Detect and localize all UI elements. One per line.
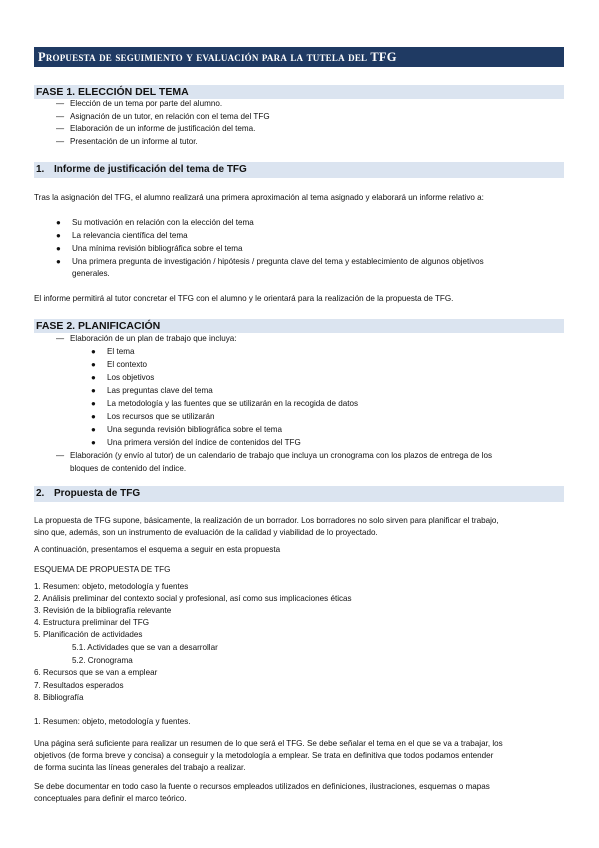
dash-icon: — [56,112,65,121]
scheme-subitem: 5.2. Cronograma [72,656,133,665]
section-2-heading: 2. Propuesta de TFG [34,486,564,502]
scheme-item: 5. Planificación de actividades [34,630,143,639]
dash-icon: — [56,137,65,146]
paragraph: La propuesta de TFG supone, básicamente, la realización de un borrador. Los borradores no solo sirven para planificar el trabajo, [34,516,499,525]
section-1-closing: El informe permitirá al tutor concretar el TFG con el alumno y le orientará para la realización de la propuesta de TFG. [34,294,454,303]
scheme-item: 1. Resumen: objeto, metodología y fuentes [34,582,189,591]
document-title: Propuesta de seguimiento y evaluación para la tutela del TFG [34,47,564,67]
fase2-heading: FASE 2. PLANIFICACIÓN [34,319,564,333]
bullet-icon: ● [56,244,61,253]
dash-icon: — [56,124,65,133]
paragraph: Una página será suficiente para realizar un resumen de lo que será el TFG. Se debe señalar el tema en el que se va a trabajar, los [34,739,503,748]
paragraph: objetivos (de forma breve y concisa) a conseguir y la metodología a emplear. Se trata en definitiva que todos podamos entender [34,751,494,760]
paragraph: A continuación, presentamos el esquema a seguir en esta propuesta [34,545,281,554]
scheme-item: 6. Recursos que se van a emplear [34,668,158,677]
bullet-icon: ● [91,347,96,356]
bullet-icon: ● [91,386,96,395]
scheme-item: 7. Resultados esperados [34,681,124,690]
subsection-heading: 1. Resumen: objeto, metodología y fuentes. [34,717,191,726]
scheme-item: 4. Estructura preliminar del TFG [34,618,149,627]
list-item-continuation: bloques de contenido del índice. [70,464,187,473]
bullet-icon: ● [56,218,61,227]
scheme-item: 3. Revisión de la bibliografía relevante [34,606,172,615]
bullet-icon: ● [56,257,61,266]
bullet-icon: ● [91,438,96,447]
scheme-item: 8. Bibliografía [34,693,84,702]
paragraph: sino que, además, son un instrumento de evaluación de la calidad y viabilidad de lo proyectado. [34,528,378,537]
paragraph: de forma sucinta las líneas generales del trabajo a realizar. [34,763,246,772]
scheme-subitem: 5.1. Actividades que se van a desarrollar [72,643,218,652]
dash-icon: — [56,451,65,460]
section-1-intro: Tras la asignación del TFG, el alumno realizará una primera aproximación al tema asignado y elaborará un informe relativo a: [34,193,484,202]
fase1-heading: FASE 1. ELECCIÓN DEL TEMA [34,85,564,99]
paragraph: Se debe documentar en todo caso la fuente o recursos empleados utilizados en definiciones, ilustraciones, esquemas o mapas [34,782,490,791]
scheme-title: ESQUEMA DE PROPUESTA DE TFG [34,565,171,574]
bullet-icon: ● [91,412,96,421]
bullet-icon: ● [91,373,96,382]
dash-icon: — [56,99,65,108]
scheme-item: 2. Análisis preliminar del contexto social y profesional, así como sus implicaciones éticas [34,594,352,603]
bullet-icon: ● [56,231,61,240]
section-1-heading: 1. Informe de justificación del tema de TFG [34,162,564,178]
paragraph: conceptuales para definir el marco teórico. [34,794,187,803]
bullet-icon: ● [91,360,96,369]
bullet-icon: ● [91,399,96,408]
list-item-continuation: generales. [72,269,110,278]
dash-icon: — [56,334,65,343]
bullet-icon: ● [91,425,96,434]
document-page: Propuesta de seguimiento y evaluación para la tutela del TFG FASE 1. ELECCIÓN DEL TEMA — Elección de un tema por parte del alumno. — Asignación de un tutor, en relación con el tema del TFG — Elaboración de un informe de justificación del tema. — Presentación de un informe al tutor. 1. Informe de justificación del tema de TFG Tras la asignación del TFG, el alumno realizará una primera aproximación al tema asignado y elaborará un informe relativo a: ● Su motivación en relación con la elección del tema ● La relevancia científica del tema ● Una mínima revisión bibliográfica sobre el tema ● Una primera pregunta de investigación / hipótesis / pregunta clave del tema y establecimiento de algunos objetivos generales. El informe permitirá al tutor concretar el TFG con el alumno y le orientará para la realización de la propuesta de TFG. FASE 2. PLANIFICACIÓN — Elaboración de un plan de trabajo que incluya: ● El tema ● El contexto ● Los objetivos ● Las preguntas clave del tema ● La metodología y las fuentes que se utilizarán en la recogida de datos ● Los recursos que se utilizarán ● Una segunda revisión bibliográfica sobre el tema ● Una primera versión del índice de contenidos del TFG — Elaboración (y envío al tutor) de un calendario de trabajo que incluya un cronograma con los plazos de entrega de los bloques de contenido del índice. 2. Propuesta de TFG La propuesta de TFG supone, básicamente, la realización de un borrador. Los borradores no solo sirven para planificar el trabajo, sino que, además, son un instrumento de evaluación de la calidad y viabilidad de lo proyectado. A continuación, presentamos el esquema a seguir en esta propuesta ESQUEMA DE PROPUESTA DE TFG 1. Resumen: objeto, metodología y fuentes 2. Análisis preliminar del contexto social y profesional, así como sus implicaciones éticas 3. Revisión de la bibliografía relevante 4. Estructura preliminar del TFG 5. Planificación de actividades 5.1. Actividades que se van a desarrollar 5.2. Cronograma 6. Recursos que se van a emplear 7. Resultados esperados 8. Bibliografía 1. Resumen: objeto, metodología y fuentes. Una página será suficiente para realizar un resumen de lo que será el TFG. Se debe señalar el tema en el que se va a trabajar, los objetivos (de forma breve y concisa) a conseguir y la metodología a emplear. Se trata en definitiva que todos podamos entender de forma sucinta las líneas generales del trabajo a realizar. Se debe documentar en todo caso la fuente o recursos empleados utilizados en definiciones, ilustraciones, esquemas o mapas conceptuales para definir el marco teórico. [0,0,599,848]
